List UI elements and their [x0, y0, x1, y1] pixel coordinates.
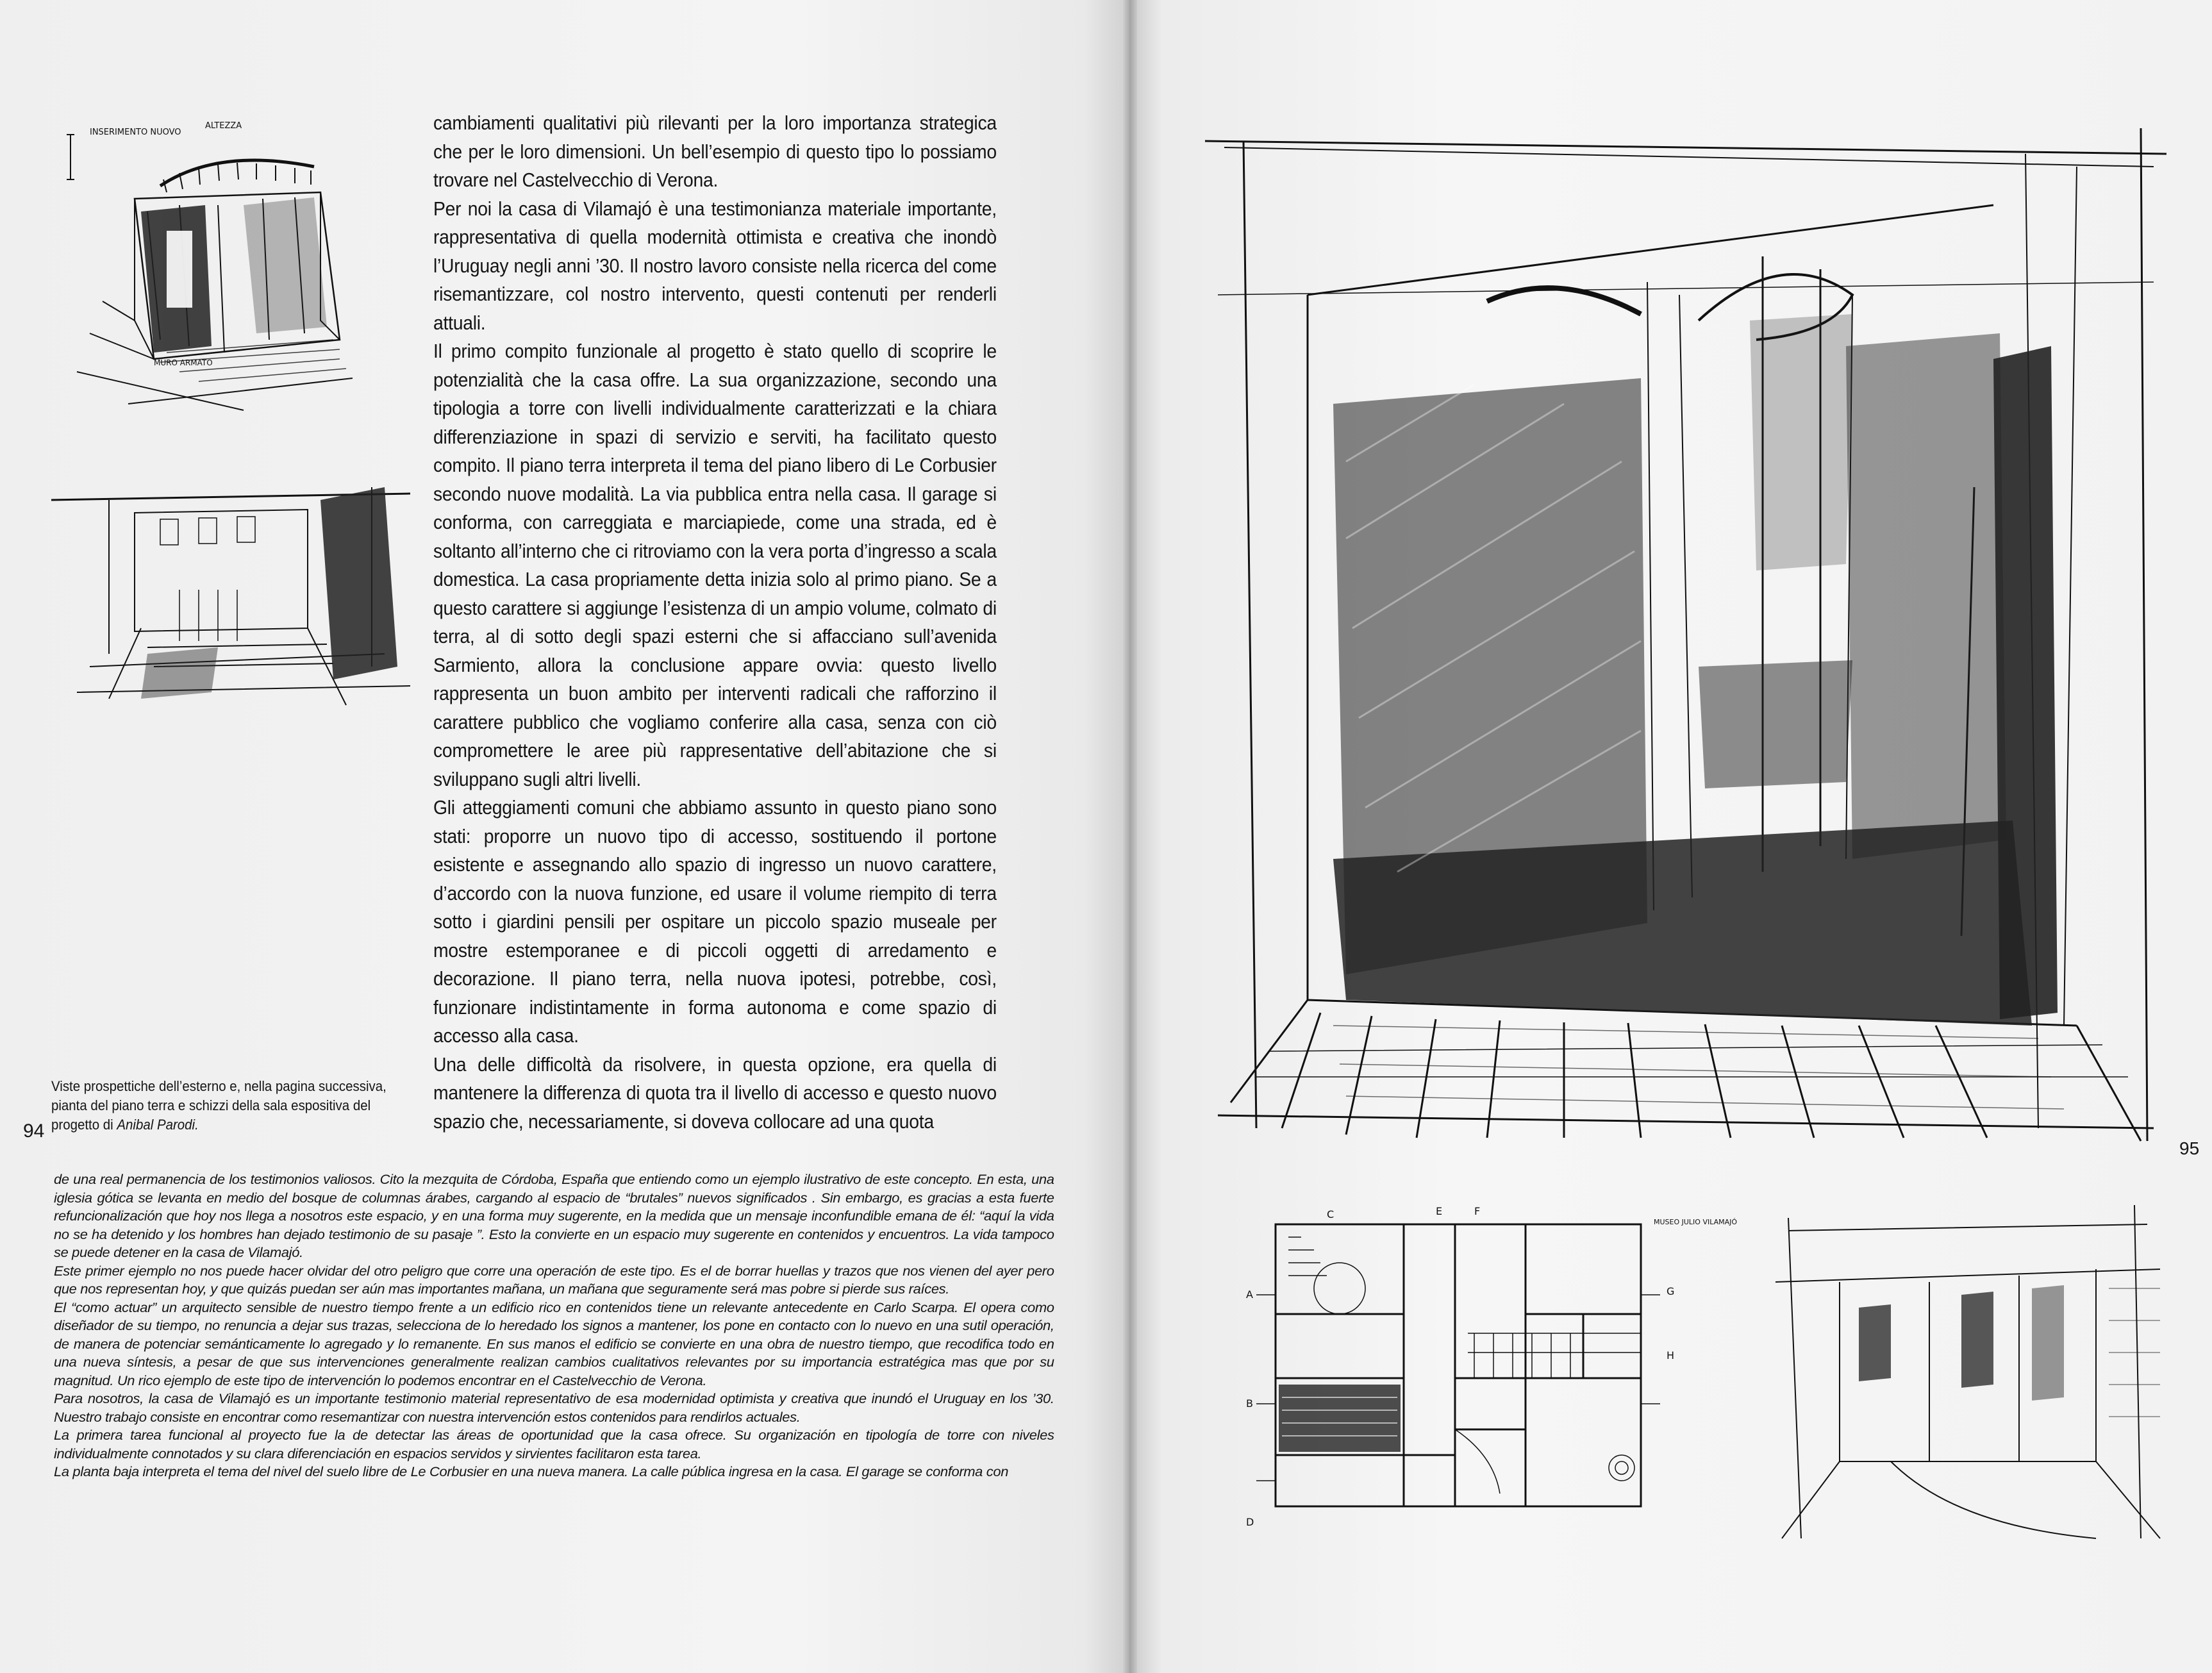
page-number-right: 95	[2179, 1138, 2200, 1158]
spanish-paragraph: El “como actuar” un arquitecto sensible de nuestro tiempo frente a un edificio rico en contenidos tiene un relevante antecedente en Carlo Scarpa. El opera como diseñador de su tiempo, no renuncia a dejar sus trazas, selecciona de lo heredado los signos a mantener, los pone en contacto con lo nuevo en una sutil operación, de manera de potenciar semánticamente lo agregado y lo remanente. En sus manos el edificio se convierte en una obra de nuestro tiempo, que recodifica todo en una nueva síntesis, a pesar de que sus intervenciones generalmente realizan cambios cualitativos relevantes por su importancia estratégica mas que por su magnitud. Un rico ejemplo de este tipo de intervención lo podemos encontrar en el Castelvecchio de Verona.	[54, 1299, 1054, 1388]
spanish-paragraph: Este primer ejemplo no nos puede hacer olvidar del otro peligro que corre una operación de este tipo. Es el de borrar huellas y trazos que nos vienen del ayer pero que nos representan hoy, y que quizás puedan ser aún mas importantes mañana, un mañana que seguramente será mas pobre si pierde sus raíces.	[54, 1263, 1054, 1297]
plan-label-b: B	[1246, 1397, 1253, 1410]
sketch-note-1: INSERIMENTO NUOVO	[90, 128, 181, 137]
sketch-hall-perspective-small	[1763, 1192, 2173, 1551]
spanish-paragraph: La primera tarea funcional al proyecto fue la de detectar las áreas de oportunidad que la casa ofrece. Su organización en tipología de torre con niveles individualmente connotados y su clara diferenciación en espacios servidos y sirvientes facilitaron esta tarea.	[54, 1427, 1054, 1461]
plan-label-c: C	[1327, 1208, 1335, 1220]
italian-paragraph: Per noi la casa di Vilamajó è una testimonianza materiale importante, rappresentativa di quella modernità ottimista e creativa che inondò l’Uruguay negli anni ’30. Il nostro lavoro consiste nella ricerca del come risemantizzare, col nostro intervento, questi contenuti per renderli attuali.	[433, 197, 997, 334]
caption-text: Viste prospettiche dell’esterno e, nella pagina successiva, pianta del piano terra e schizzi della sala espositiva del progetto di	[51, 1078, 387, 1133]
italian-paragraph: cambiamenti qualitativi più rilevanti per la loro importanza strategica che per le loro dimensioni. Un bell’esempio di questo tipo lo possiamo trovare nel Castelvecchio di Verona.	[433, 112, 997, 191]
museum-stamp: MUSEO JULIO VILAMAJÓ	[1654, 1218, 1738, 1226]
plan-label-d: D	[1246, 1516, 1254, 1528]
spanish-paragraph: de una real permanencia de los testimonios valiosos. Cito la mezquita de Córdoba, España que entiendo como un ejemplo ilustrativo de este concepto. En esta, una iglesia gótica se levanta en medio del bosque de columnas árabes, cargando al espacio de “brutales” nuevos significados . Sin embargo, es gracias a esta fuerte refuncionalización que hoy nos llega a nosotros este espacio, y en una forma muy sugerente, en la medida que un mensaje inconfundible emana de él: “aquí la vida no se ha detenido y los hombres han dejado testimonio de su pasaje ”. Esto la convierte en un espacio muy sugerente en contenidos y encuentros. La vida tampoco se puede detener en la casa de Vilamajó.	[54, 1172, 1054, 1260]
plan-label-e: E	[1436, 1205, 1443, 1217]
caption-author: Anibal Parodi.	[117, 1117, 199, 1133]
figure-caption	[51, 1077, 391, 1135]
page-number-left: 94	[23, 1120, 45, 1142]
spanish-paragraph: Para nosotros, la casa de Vilamajó es un importante testimonio material representativo de esa modernidad optimista y creativa que inundó el Uruguay en los ’30. Nuestro trabajo consiste en encontrar como resemantizar con nuestra intervención estos contenidos para rendirlos actuales.	[54, 1391, 1054, 1425]
floor-plan-ground-floor	[1243, 1186, 1738, 1558]
italian-paragraph: Il primo compito funzionale al progetto è stato quello di scoprire le potenzialità che la casa offre. La sua organizzazione, secondo una tipologia a torre con livelli individualmente caratterizzati e la chiara differenziazione in spazi di servizio e serviti, ha facilitato questo compito. Il piano terra interpreta il tema del piano libero di Le Corbusier secondo nuove modalità. La via pubblica entra nella casa. Il garage si conforma, con carreggiata e marciapiede, come una strada, ed è soltanto all’interno che ci ritroviamo con la vera porta d’ingresso a scala domestica. La casa propriamente detta inizia solo al primo piano. Se a questo carattere si aggiunge l’esistenza di un ampio volume, colmato di terra, al di sotto degli spazi esterni che si affacciano sull’avenida Sarmiento, allora la conclusione appare ovvia: questo livello rappresenta un buon ambito per interventi radicali che rafforzino il carattere pubblico che vogliamo conferire alla casa, senza con ciò compromettere le aree più rappresentative dell’abitazione che si sviluppano sugli altri livelli.	[433, 340, 997, 790]
sketch-exhibition-hall-interior	[1205, 103, 2179, 1154]
sketch-exterior-perspective-2	[51, 462, 410, 737]
book-gutter	[1123, 0, 1137, 1673]
spanish-paragraph: La planta baja interpreta el tema del nivel del suelo libre de Le Corbusier en una nueva manera. La calle pública ingresa en la casa. El garage se conforma con	[54, 1464, 1009, 1479]
plan-label-f: F	[1474, 1205, 1481, 1217]
plan-label-h: H	[1667, 1349, 1675, 1361]
italian-paragraph: Gli atteggiamenti comuni che abbiamo assunto in questo piano sono stati: proporre un nuovo tipo di accesso, sostituendo il portone esistente e assegnando allo spazio di ingresso un nuovo carattere, d’accordo con la nuova funzione, ed usare il volume riempito di terra sotto i giardini pensili per ospitare un piccolo spazio museale per mostre estemporanee e di piccoli oggetti di arredamento e decorazione. Il piano terra, nella nuova ipotesi, potrebbe, così, funzionare indistintamente in forma autonoma e come spazio di accesso alla casa.	[433, 797, 997, 1047]
sketch-note-2: ALTEZZA	[205, 121, 242, 131]
italian-body-text	[433, 109, 997, 1136]
sketch-exterior-perspective-1	[51, 109, 410, 442]
sketch-note-3: MURO ARMATO	[154, 358, 213, 367]
italian-paragraph: Una delle difficoltà da risolvere, in questa opzione, era quella di mantenere la differenza di quota tra il livello di accesso e questo nuovo spazio che, necessariamente, si doveva collocare ad una quota	[433, 1053, 997, 1133]
plan-label-g: G	[1667, 1285, 1675, 1297]
plan-label-a: A	[1246, 1288, 1253, 1301]
spanish-body-text	[54, 1170, 1054, 1481]
